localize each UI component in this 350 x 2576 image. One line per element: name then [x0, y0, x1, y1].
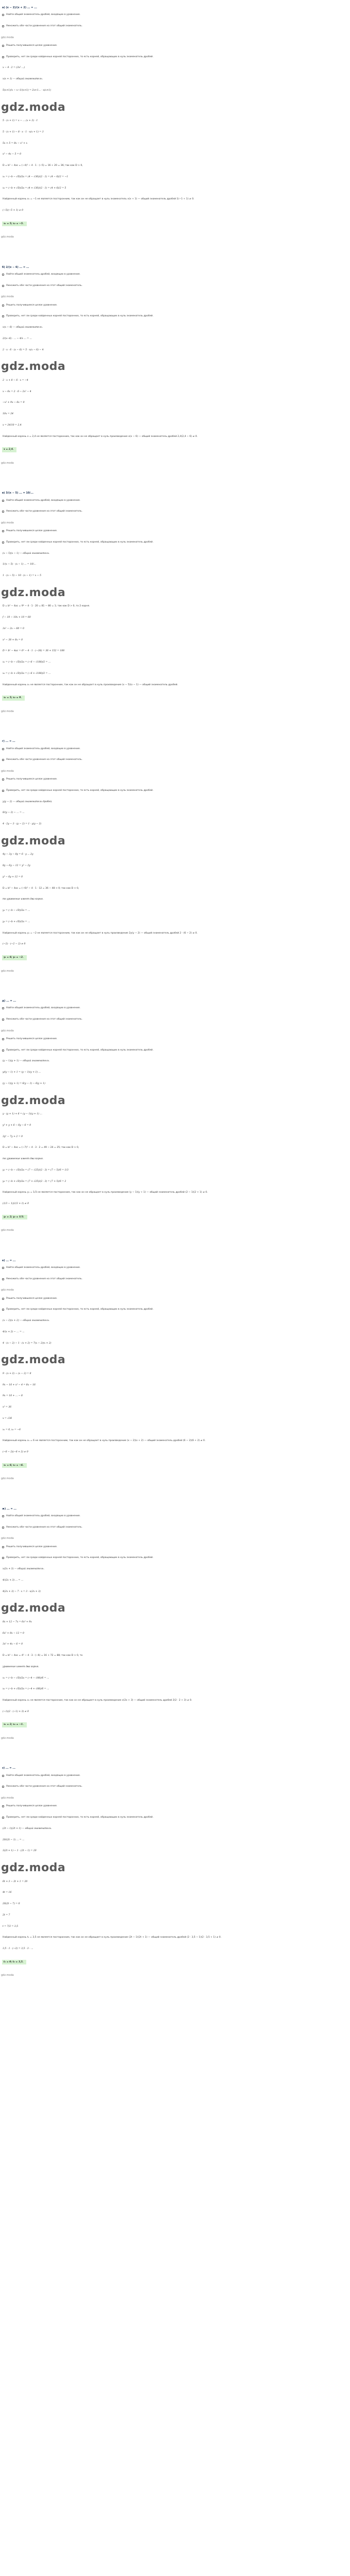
watermark-logo: gdz.moda — [1, 586, 66, 599]
step-text: Решить получившееся целое уравнение. — [6, 303, 58, 307]
step-text: Найти общий знаменатель дробей, входящих в уравнение. — [6, 1007, 81, 1010]
step-marker-icon — [2, 1298, 4, 1300]
solution-note: D = b² − 4ac = (−6)² − 4 · 1 · 12 = 36 − 48 < 0; так как D < 0, — [3, 887, 79, 890]
exercise-header: г) ... = ... — [2, 740, 15, 743]
step-text: Проверить, нет ли среди найденных корней посторонних, то есть корней, обращающих в нуль знаменатель дробей. — [6, 315, 153, 318]
step-marker-icon — [2, 1817, 4, 1819]
equation-line: (−6 − 2)(−6 + 2) ≠ 0 — [3, 1451, 28, 1454]
watermark-small: gdz.moda — [1, 295, 14, 299]
equation-line: то уравнение имеет два корня. — [3, 898, 44, 901]
equation-line: y · (y + 1) + 6 = (y − 1)(y + 1) ... — [3, 1113, 42, 1116]
step-text: Найти общий знаменатель дробей, входящих в уравнение. — [6, 499, 81, 502]
step-marker-icon — [2, 530, 4, 532]
step-marker-icon — [2, 1805, 4, 1807]
step-marker-icon — [2, 1278, 4, 1280]
equation-line: x₂ = (−b + √D)/2a = (4 + √36)/(2 · 1) = (4 + 6)/2 = 5 — [3, 187, 66, 190]
watermark-small: gdz.moda — [1, 1974, 14, 1977]
watermark-small: gdz.moda — [1, 1229, 14, 1232]
step-text: Решить получившееся целое уравнение. — [6, 1545, 58, 1548]
equation-line: 8y − 6y − 12 = y² − 2y — [3, 865, 30, 868]
step-text: Умножить обе части уравнения на этот общий знаменатель. — [6, 284, 83, 287]
equation-line: 3x² + 4x − 6 = 0 — [3, 1643, 23, 1646]
solution-note: Найденный корень t₁ = 3,5 не является посторонним, так как он не обращает в нуль произведение (2t − 1)(2t + 1) — общий знаменатель дробей (2 · 3,5 − 1)(2 · 3,5 + 1) ≠ 0. — [3, 1936, 222, 1939]
equation-line: 3,5 · 1 · (−2) = 3,5 · 3 · ... — [3, 1947, 33, 1951]
watermark-small: gdz.moda — [1, 1537, 14, 1540]
equation-line: 4(2x + 3) − 7 · x = 3 · x(2x + 3) — [3, 1590, 41, 1593]
step-text: Решить получившееся целое уравнение. — [6, 778, 58, 781]
step-text: Проверить, нет ли среди найденных корней посторонних, то есть корней, обращающих в нуль знаменатель дробей. — [6, 1308, 153, 1311]
answer-highlight: x = 2,4. — [2, 447, 16, 452]
exercise-section — [1, 999, 341, 1253]
step-marker-icon — [2, 285, 4, 287]
watermark-logo: gdz.moda — [1, 100, 66, 114]
step-text: Найти общий знаменатель дробей, входящих в уравнение. — [6, 1774, 81, 1777]
equation-line: 9x = 16 + ... − 8 — [3, 1395, 23, 1398]
algorithm-step — [2, 1816, 341, 1819]
step-marker-icon — [2, 1007, 4, 1009]
equation-line: 1/(x − 5) · (x − 1) ... = 10/... — [3, 563, 36, 566]
exercise-section — [1, 740, 341, 993]
equation-line: (2t − 1)(2t + 1) — общий знаменатель. — [3, 1827, 52, 1830]
solution-note: D = b² − 4ac = 4² − 4 · 3 · (−6) = 16 + 72 = 88; так как D > 0, то — [3, 1654, 83, 1657]
algorithm-step — [2, 530, 341, 533]
step-marker-icon — [2, 1775, 4, 1777]
equation-line: 9 · (x + 2) − (x − 2) = 8 — [3, 1372, 31, 1375]
step-text: Проверить, нет ли среди найденных корней посторонних, то есть корней, обращающих в нуль знаменатель дробей. — [6, 1816, 153, 1819]
equation-line: D = b² − 4ac = 6² − 4 · 1 · (−38) = 36 + 152 = 188 — [3, 650, 65, 653]
equation-line: (y − 1)(y + 1) — общий знаменатель. — [3, 1060, 50, 1063]
equation-line: 10x = 24 — [3, 413, 14, 416]
answer-highlight: x₁ = 5; x₂ = −5. — [2, 222, 27, 227]
section-spacer — [1, 244, 341, 260]
exercise-header: а) (x − 2)/(x + 2) ... = ... — [2, 6, 37, 9]
equation-line: −x² + 9x − 6x = 0 — [3, 401, 25, 404]
equation-line: y₁ = (−b − √D)/2a = (7 − √25)/(2 · 3) = (7 − 5)/6 = 1/3 — [3, 1168, 68, 1172]
equation-line: y² − 6y + 12 = 0 — [3, 875, 23, 878]
equation-line: 8/(y − 2) − ... = ... — [3, 811, 25, 815]
step-marker-icon — [2, 759, 4, 761]
equation-line: y₂ = (−b + √D)/2a = (7 + √25)/(2 · 3) = (7 + 5)/6 = 2 — [3, 1180, 66, 1183]
section-spacer — [1, 1486, 341, 1501]
step-marker-icon — [2, 1515, 4, 1517]
solution-note: D = b² − 4ac = 9² − 4 · 1 · 20 = 81 − 80 = 1; так как D > 0, то 2 корня. — [3, 605, 90, 608]
solution-note: Найденный корень y₁ = −2 не является посторонним, так как он не обращает в нуль произведение 2y(y − 2) — общий знаменатель дробей 2 · (6 − 2) ≠ 0. — [3, 931, 198, 935]
algorithm-step — [2, 778, 341, 781]
equation-line: (−2) · (−2 − 2) ≠ 0 — [3, 943, 26, 946]
step-marker-icon — [2, 274, 4, 276]
equation-line: x = 24/10 = 2,4 — [3, 423, 22, 427]
watermark-small: gdz.moda — [1, 521, 14, 524]
step-text: Найти общий знаменатель дробей, входящих в уравнение. — [6, 273, 81, 276]
equation-line: x₁ = (−b − √D)/2a = (−4 − √88)/6 = ... — [3, 1676, 49, 1680]
equation-line: t = 7/2 = 3,5 — [3, 1925, 19, 1928]
algorithm-step — [2, 44, 341, 47]
step-marker-icon — [2, 778, 4, 781]
watermark-small: gdz.moda — [1, 1029, 14, 1032]
step-marker-icon — [2, 1527, 4, 1529]
equation-line: (−1)(2 · (−1) + 3) ≠ 0 — [3, 1710, 29, 1713]
step-text: Проверить, нет ли среди найденных корней посторонних, то есть корней, обращающих в нуль знаменатель дробей. — [6, 789, 153, 792]
step-text: Умножить обе части уравнения на этот общий знаменатель. — [6, 1277, 83, 1280]
exercise-header: е) ... = ... — [2, 1259, 16, 1262]
exercise-section — [1, 492, 341, 734]
algorithm-step — [2, 1018, 341, 1021]
watermark-logo: gdz.moda — [1, 1861, 66, 1875]
equation-line: 8x + 12 − 7x = 6x² + 9x — [3, 1620, 32, 1623]
equation-line: y(y − 2) — общий знаменатель дробей. — [3, 800, 52, 803]
step-text: Умножить обе части уравнения на этот общий знаменатель. — [6, 1018, 83, 1021]
algorithm-step — [2, 1038, 341, 1041]
step-text: Найти общий знаменатель дробей, входящих в уравнение. — [6, 13, 81, 16]
watermark-logo: gdz.moda — [1, 1602, 66, 1615]
answer-highlight: x₁ = 2; x₂ = −1. — [2, 1722, 27, 1727]
step-marker-icon — [2, 315, 4, 317]
equation-line: x = √36 — [3, 1417, 12, 1420]
algorithm-step — [2, 758, 341, 761]
watermark-small: gdz.moda — [1, 769, 14, 773]
equation-line: 5 · (x + 1) = x − ... (x + 3) · 1 — [3, 120, 38, 123]
section-spacer — [1, 1238, 341, 1253]
equation-line: x(2x + 3) — общий знаменатель. — [3, 1568, 44, 1571]
section-spacer — [1, 718, 341, 734]
equation-line: 20/(2t − 1) ... = ... — [3, 1838, 25, 1841]
algorithm-step — [2, 1805, 341, 1808]
equation-line: x − 4 · 2 = (3x² ...) — [3, 66, 25, 70]
exercise-header: б) 2/(x − 6) ... = ... — [2, 265, 29, 269]
exercise-section — [1, 1259, 341, 1501]
equation-line: 3(2t + 1) − 1 · (2t − 1) = 20 — [3, 1850, 37, 1853]
step-text: Проверить, нет ли среди найденных корней посторонних, то есть корней, обращающих в нуль знаменатель дробей. — [6, 55, 153, 58]
answer-highlight: y₁ = 2; y₂ = 1/3. — [2, 1215, 27, 1220]
equation-line: f − 10 − 10x + 10 = 60 — [3, 616, 31, 619]
algorithm-step — [2, 315, 341, 318]
algorithm-step — [2, 304, 341, 307]
equation-line: (y − 1)(y + 1) = 6(y − 1) − 6(y + 1) — [3, 1082, 45, 1085]
algorithm-step — [2, 1278, 341, 1281]
algorithm-step — [2, 510, 341, 513]
equation-line: 4 · (x − 2) − 1 · (x + 2) = 7(x − 2)(x + 2) — [3, 1342, 51, 1345]
equation-line: 2 · x + 8 − 6 · x = −4 — [3, 379, 28, 382]
step-marker-icon — [2, 56, 4, 58]
watermark-small: gdz.moda — [1, 1477, 14, 1481]
step-marker-icon — [2, 1267, 4, 1269]
algorithm-step — [2, 1774, 341, 1777]
answer-highlight: y₁ = 6; y₂ = −2. — [2, 955, 27, 960]
algorithm-step — [2, 1308, 341, 1311]
equation-line: y₂ = (−b + √D)/2a = ... — [3, 920, 30, 923]
equation-line: 4/(x + 2) − ... = ... — [3, 1330, 25, 1333]
solution-note: Найденный корень x₁ = 6 не является посторонним, так как он не обращает в нуль произведение (x − 2)(x + 2) — общий знаменатель дробей (6 − 2)(6 + 2) ≠ 0. — [3, 1439, 206, 1443]
algorithm-step — [2, 1266, 341, 1269]
step-text: Решить получившееся целое уравнение. — [6, 44, 58, 47]
step-text: Умножить обе части уравнения на этот общий знаменатель. — [6, 510, 83, 513]
equation-line: 4y − 3y − 8y = 6 · y ... 2y — [3, 853, 33, 856]
equation-line: 5 · (x + 1) − 8 · x · 1 · x(x + 1) = 3 — [3, 130, 44, 133]
step-marker-icon — [2, 1309, 4, 1311]
step-marker-icon — [2, 790, 4, 792]
solution-note: Найденный корень x₁ = −1 не является посторонним, так как он не обращает в нуль знаменатель x(x + 1) — общий знаменатель дробей 1(−1 + 1) ≠ 0. — [3, 198, 195, 201]
exercise-header: ж) ... = ... — [2, 1507, 17, 1511]
exercise-section — [1, 1507, 341, 1761]
step-marker-icon — [2, 511, 4, 513]
answer-highlight: t₁ = 0; t₂ = 3,5. — [2, 1960, 26, 1965]
section-spacer — [1, 470, 341, 485]
step-text: Решить получившееся целое уравнение. — [6, 530, 58, 533]
step-text: Умножить обе части уравнения на этот общий знаменатель. — [6, 1785, 83, 1788]
equation-line: y/(y − 1) + 1 = (y − 1)(y + 1) ... — [3, 1071, 41, 1074]
step-text: Умножить обе части уравнения на этот общий знаменатель. — [6, 24, 83, 27]
step-text: Найти общий знаменатель дробей, входящих в уравнение. — [6, 1514, 81, 1517]
equation-line: 20(2t − 7) = 0 — [3, 1903, 20, 1906]
watermark-logo: gdz.moda — [1, 834, 66, 848]
equation-line: x(x − 6) — общий знаменатель. — [3, 326, 43, 329]
equation-line: 5(x+1)/x − x−1/(x+1) = 2x+1... · x(x+1) — [3, 89, 51, 92]
step-marker-icon — [2, 1019, 4, 1021]
equation-line: x² − 38 + 6x = 0 — [3, 638, 23, 641]
algorithm-step — [2, 1515, 341, 1518]
algorithm-step — [2, 1546, 341, 1549]
exercise-section — [1, 266, 341, 486]
equation-line: x² = 36 — [3, 1406, 12, 1409]
algorithm-step — [2, 541, 341, 544]
step-text: Умножить обе части уравнения на этот общий знаменатель. — [6, 1526, 83, 1529]
answer-highlight: x₁ = 6; x₂ = −6. — [2, 1463, 27, 1468]
solution-note: Найденный корень x = 2,4 не является посторонним, так как он не обращает в нуль произведение x(x − 6) — общий знаменатель дробей 2,4(2,4 − 6) ≠ 0. — [3, 435, 198, 438]
exercise-section — [1, 1767, 341, 1997]
step-marker-icon — [2, 304, 4, 307]
equation-line: x₁ = (−b − √D)/2a = (−6 − √188)/2 = ... — [3, 661, 51, 664]
equation-line: y² + y + 6 − 6y − 6 = 0 — [3, 1124, 31, 1127]
step-text: Проверить, нет ли среди найденных корней посторонних, то есть корней, обращающих в нуль знаменатель дробей. — [6, 1048, 153, 1052]
equation-line: 2 · x · 6 · (x − 6) = 5 · x(x − 6) − 4 — [3, 348, 44, 351]
equation-line: (1/3 − 1)(1/3 + 1) ≠ 0 — [3, 1202, 29, 1206]
equation-line: 3y² − 7y + 2 = 0 — [3, 1135, 23, 1138]
algorithm-step — [2, 1007, 341, 1010]
equation-line: (x − 2)(x + 2) — общий знаменатель. — [3, 1319, 50, 1323]
equation-line: 4 · 2y − 3 · (y − 2) = 1 · y(y − 2) — [3, 823, 42, 826]
algorithm-step — [2, 1785, 341, 1788]
equation-line: x(x + 1) — общий знаменатель. — [3, 78, 43, 81]
step-marker-icon — [2, 541, 4, 544]
exercise-header: в) 3/(x − 5) ... = 10/... — [2, 492, 34, 495]
equation-line: x − 6x = 2 · 6 − 2x² − 4 — [3, 390, 31, 393]
equation-line: 2/(x−6) · ... − 4/x ... = ... — [3, 337, 32, 340]
step-marker-icon — [2, 1049, 4, 1052]
answer-highlight: x₁ = 5; x₂ = 9. — [2, 696, 25, 701]
watermark-small: gdz.moda — [1, 462, 14, 465]
algorithm-step — [2, 56, 341, 59]
equation-line: то уравнение имеет два корня. — [3, 1158, 44, 1161]
watermark-small: gdz.moda — [1, 1737, 14, 1740]
step-text: Решить получившееся целое уравнение. — [6, 1297, 58, 1300]
equation-line: 9x − 16 + x² − 4 = 8x − 16 — [3, 1383, 36, 1386]
step-text: Решить получившееся целое уравнение. — [6, 1805, 58, 1808]
watermark-small: gdz.moda — [1, 235, 14, 239]
equation-line: x² − 4x − 5 = 0 — [3, 153, 22, 156]
step-marker-icon — [2, 1557, 4, 1559]
equation-line: x₂ = (−b + √D)/2a = (−6 + √188)/2 = ... — [3, 672, 51, 675]
watermark-small: gdz.moda — [1, 1797, 14, 1800]
exercise-section — [1, 6, 341, 260]
equation-line: (x − 5)(x − 1) — общий знаменатель. — [3, 552, 50, 555]
solution-note: Найденный корень y₁ = 1/3 не является посторонним, так как он не обращает в нуль произведение (y − 1)(y + 1) — общий знаменатель дробей (2 − 1)(2 + 1) ≠ 0. — [3, 1191, 208, 1194]
step-text: Умножить обе части уравнения на этот общий знаменатель. — [6, 758, 83, 761]
equation-line: 6x² + 8x − 12 = 0 — [3, 1632, 24, 1635]
section-spacer — [1, 1745, 341, 1760]
algorithm-step — [2, 789, 341, 792]
equation-line: 4t = 16 — [3, 1891, 12, 1894]
step-marker-icon — [2, 45, 4, 47]
algorithm-step — [2, 1297, 341, 1300]
step-marker-icon — [2, 500, 4, 502]
section-spacer — [1, 978, 341, 993]
equation-line: 1 · (x − 5) − 10 · (x − 1) = x − 5 — [3, 574, 42, 578]
step-text: Найти общий знаменатель дробей, входящих в уравнение. — [6, 747, 81, 750]
equation-line: 5x + 5 = 8x − x² + x — [3, 142, 28, 145]
watermark-logo: gdz.moda — [1, 360, 66, 374]
step-marker-icon — [2, 1038, 4, 1040]
algorithm-step — [2, 284, 341, 287]
equation-line: x₁ = (−b − √D)/2a = (4 − √36)/(2 · 1) = (4 − 6)/2 = −1 — [3, 175, 68, 178]
watermark-logo: gdz.moda — [1, 1094, 66, 1107]
step-text: Проверить, нет ли среди найденных корней посторонних, то есть корней, обращающих в нуль знаменатель дробей. — [6, 1556, 153, 1560]
watermark-small: gdz.moda — [1, 710, 14, 714]
equation-line: 3x² − 2x − 60 = 0 — [3, 627, 24, 630]
step-marker-icon — [2, 1786, 4, 1788]
step-marker-icon — [2, 748, 4, 750]
algorithm-step — [2, 13, 341, 16]
solution-note: D = b² − 4ac = (−4)² − 4 · 1 · (−5) = 16 + 20 = 36; так как D > 0, — [3, 164, 83, 167]
equation-line: y₁ = (−b − √D)/2a = ... — [3, 909, 30, 912]
step-marker-icon — [2, 1546, 4, 1548]
equation-line: (−5)(−5 + 1) ≠ 0 — [3, 209, 24, 212]
solution-note: Найденный корень x₁ не является посторонним, так как он не обращает в нуль произведение x(2x + 3) — общий знаменатель дробей 2(2 · 2 + 3) ≠ 0. — [3, 1699, 192, 1702]
algorithm-step — [2, 1526, 341, 1529]
step-text: Решить получившееся целое уравнение. — [6, 1037, 58, 1040]
equation-line: 4/(2x + 3) ... = ... — [3, 1579, 24, 1582]
watermark-logo: gdz.moda — [1, 1353, 66, 1367]
equation-line: 2t = 7 — [3, 1913, 10, 1917]
watermark-small: gdz.moda — [1, 36, 14, 39]
solution-note: D = b² − 4ac = (−7)² − 4 · 3 · 2 = 49 − 24 = 25; так как D > 0, — [3, 1146, 79, 1149]
algorithm-step — [2, 1556, 341, 1560]
exercise-header: д) ... = ... — [2, 999, 16, 1003]
solution-note: Найденный корень x₁ не является посторонним, так как он не обращает в нуль произведение (x − 5)(x − 1) — общий знаменатель дробей. — [3, 683, 178, 686]
watermark-small: gdz.moda — [1, 1289, 14, 1292]
equation-line: 6t + 3 − 2t + 1 = 20 — [3, 1880, 28, 1883]
exercise-header: з) ... = ... — [2, 1767, 15, 1770]
watermark-small: gdz.moda — [1, 969, 14, 973]
algorithm-step — [2, 499, 341, 502]
equation-line: x₂ = (−b + √D)/2a = (−4 + √88)/6 = ... — [3, 1688, 49, 1691]
equation-line: x₁ = 6, x₂ = −6 — [3, 1428, 21, 1431]
algorithm-step — [2, 273, 341, 276]
algorithm-step — [2, 25, 341, 28]
step-text: Проверить, нет ли среди найденных корней посторонних, то есть корней, обращающих в нуль знаменатель дробей. — [6, 540, 153, 544]
equation-line: уравнение имеет два корня. — [3, 1665, 39, 1668]
step-marker-icon — [2, 25, 4, 27]
section-spacer — [1, 1982, 341, 1998]
step-text: Найти общий знаменатель дробей, входящих в уравнение. — [6, 1266, 81, 1269]
algorithm-step — [2, 1049, 341, 1052]
step-marker-icon — [2, 14, 4, 16]
solution-document — [1, 3, 341, 2004]
algorithm-step — [2, 748, 341, 751]
